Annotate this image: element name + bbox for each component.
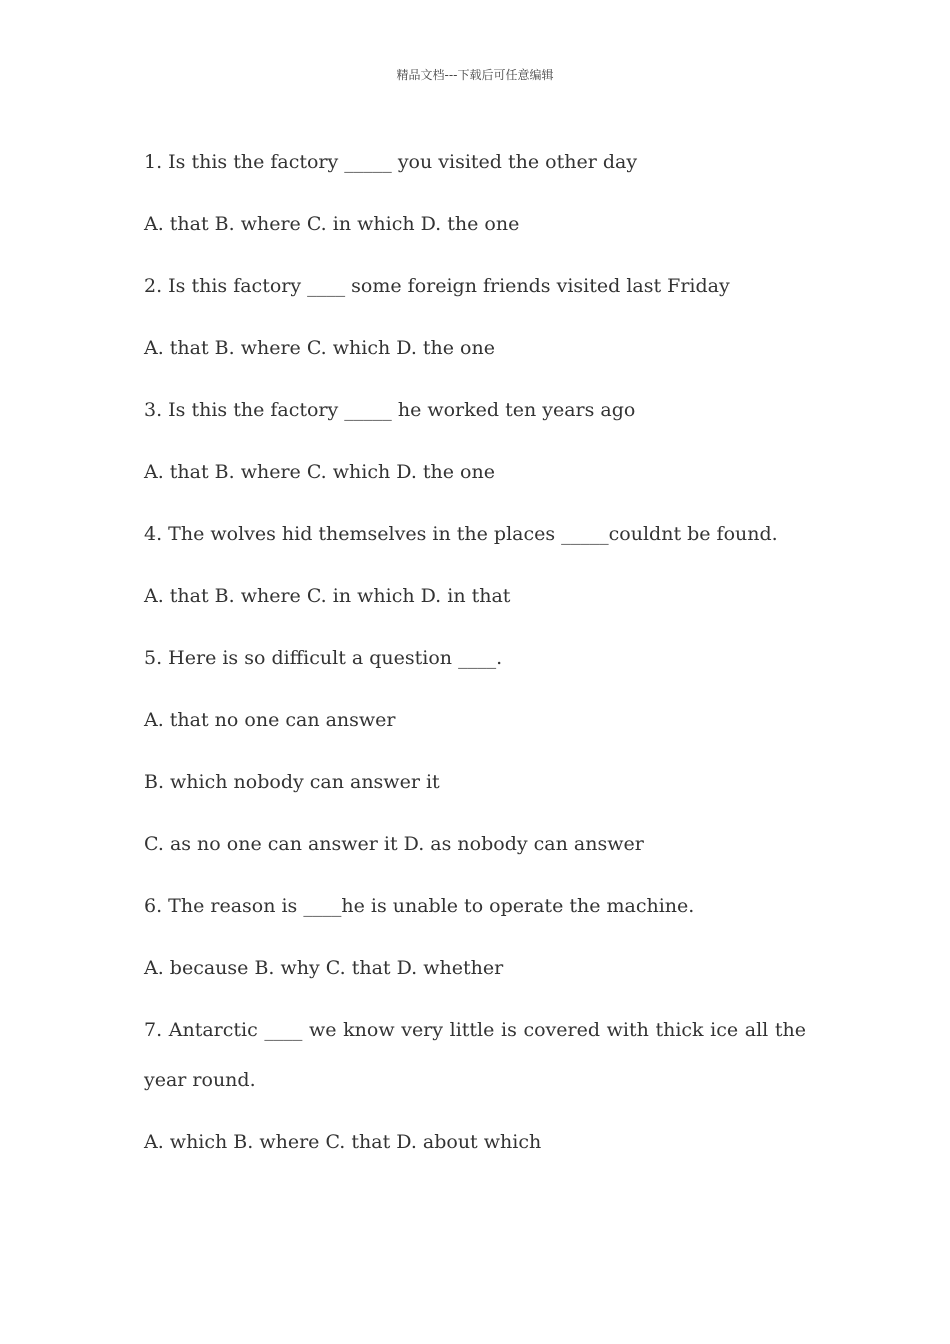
options-6: A. because B. why C. that D. whether — [144, 957, 504, 979]
options-2: A. that B. where C. which D. the one — [144, 337, 495, 359]
question-6: 6. The reason is ____he is unable to operate the machine. — [144, 895, 695, 917]
question-4: 4. The wolves hid themselves in the places _____couldnt be found. — [144, 523, 778, 545]
question-2: 2. Is this factory ____ some foreign friends visited last Friday — [144, 275, 730, 297]
options-7: A. which B. where C. that D. about which — [144, 1131, 542, 1153]
options-3: A. that B. where C. which D. the one — [144, 461, 495, 483]
options-1: A. that B. where C. in which D. the one — [144, 213, 520, 235]
question-3: 3. Is this the factory _____ he worked ten years ago — [144, 399, 636, 421]
question-7: 7. Antarctic ____ we know very little is covered with thick ice all the year round. — [144, 1019, 806, 1091]
question-5: 5. Here is so difficult a question ____. — [144, 647, 503, 669]
option-5b: B. which nobody can answer it — [144, 771, 440, 793]
question-1: 1. Is this the factory _____ you visited the other day — [144, 151, 638, 173]
options-5cd: C. as no one can answer it D. as nobody can answer — [144, 833, 644, 855]
options-4: A. that B. where C. in which D. in that — [144, 585, 511, 607]
option-5a: A. that no one can answer — [144, 709, 396, 731]
document-body — [144, 148, 806, 1190]
page-header: 精品文档---下载后可任意编辑 — [396, 68, 554, 82]
